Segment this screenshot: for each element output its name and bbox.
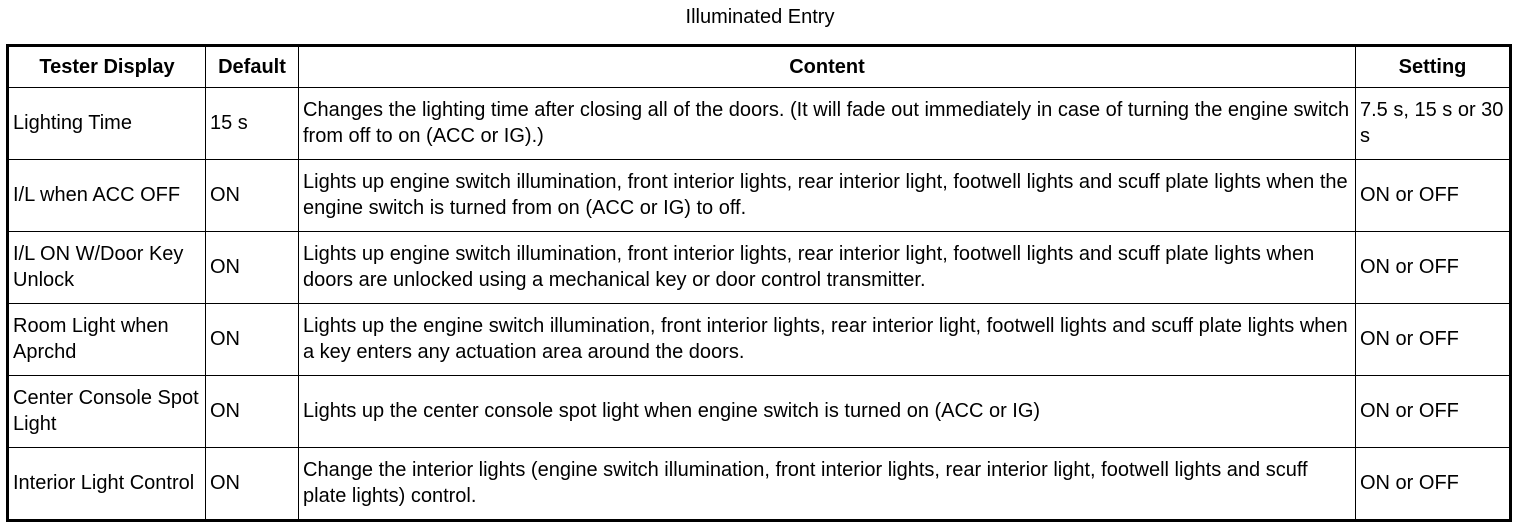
header-content: Content (299, 46, 1356, 88)
table-row (8, 88, 1511, 160)
cell-default: ON (206, 303, 299, 375)
cell-tester-display: Interior Light Control (8, 447, 206, 520)
table-row (8, 375, 1511, 447)
table-header (8, 46, 1511, 88)
header-default: Default (206, 46, 299, 88)
table-row (8, 231, 1511, 303)
cell-setting: ON or OFF (1356, 303, 1511, 375)
header-row (8, 46, 1511, 88)
cell-default: ON (206, 375, 299, 447)
cell-content: Change the interior lights (engine switch illumination, front interior lights, rear interior light, footwell lights and scuff plate lights) control. (299, 447, 1356, 520)
cell-setting: ON or OFF (1356, 375, 1511, 447)
table-row (8, 303, 1511, 375)
cell-setting: ON or OFF (1356, 159, 1511, 231)
cell-setting: ON or OFF (1356, 231, 1511, 303)
header-tester-display: Tester Display (8, 46, 206, 88)
cell-tester-display: Lighting Time (8, 88, 206, 160)
cell-default: ON (206, 159, 299, 231)
table-row (8, 159, 1511, 231)
table-body (8, 88, 1511, 521)
cell-tester-display: I/L when ACC OFF (8, 159, 206, 231)
illuminated-entry-table (6, 44, 1512, 522)
table-row (8, 447, 1511, 520)
cell-content: Changes the lighting time after closing all of the doors. (It will fade out immediately in case of turning the engine switch from off to on (ACC or IG).) (299, 88, 1356, 160)
cell-setting: 7.5 s, 15 s or 30 s (1356, 88, 1511, 160)
cell-tester-display: I/L ON W/Door Key Unlock (8, 231, 206, 303)
document-title: Illuminated Entry (685, 6, 835, 28)
header-setting: Setting (1356, 46, 1511, 88)
cell-tester-display: Room Light when Aprchd (8, 303, 206, 375)
cell-content: Lights up engine switch illumination, front interior lights, rear interior light, footwell lights and scuff plate lights when the engine switch is turned from on (ACC or IG) to off. (299, 159, 1356, 231)
cell-tester-display: Center Console Spot Light (8, 375, 206, 447)
cell-content: Lights up the center console spot light when engine switch is turned on (ACC or IG) (299, 375, 1356, 447)
cell-default: ON (206, 231, 299, 303)
cell-content: Lights up the engine switch illumination, front interior lights, rear interior light, footwell lights and scuff plate lights when a key enters any actuation area around the doors. (299, 303, 1356, 375)
cell-default: 15 s (206, 88, 299, 160)
cell-setting: ON or OFF (1356, 447, 1511, 520)
cell-default: ON (206, 447, 299, 520)
cell-content: Lights up engine switch illumination, front interior lights, rear interior light, footwell lights and scuff plate lights when doors are unlocked using a mechanical key or door control transmitter. (299, 231, 1356, 303)
